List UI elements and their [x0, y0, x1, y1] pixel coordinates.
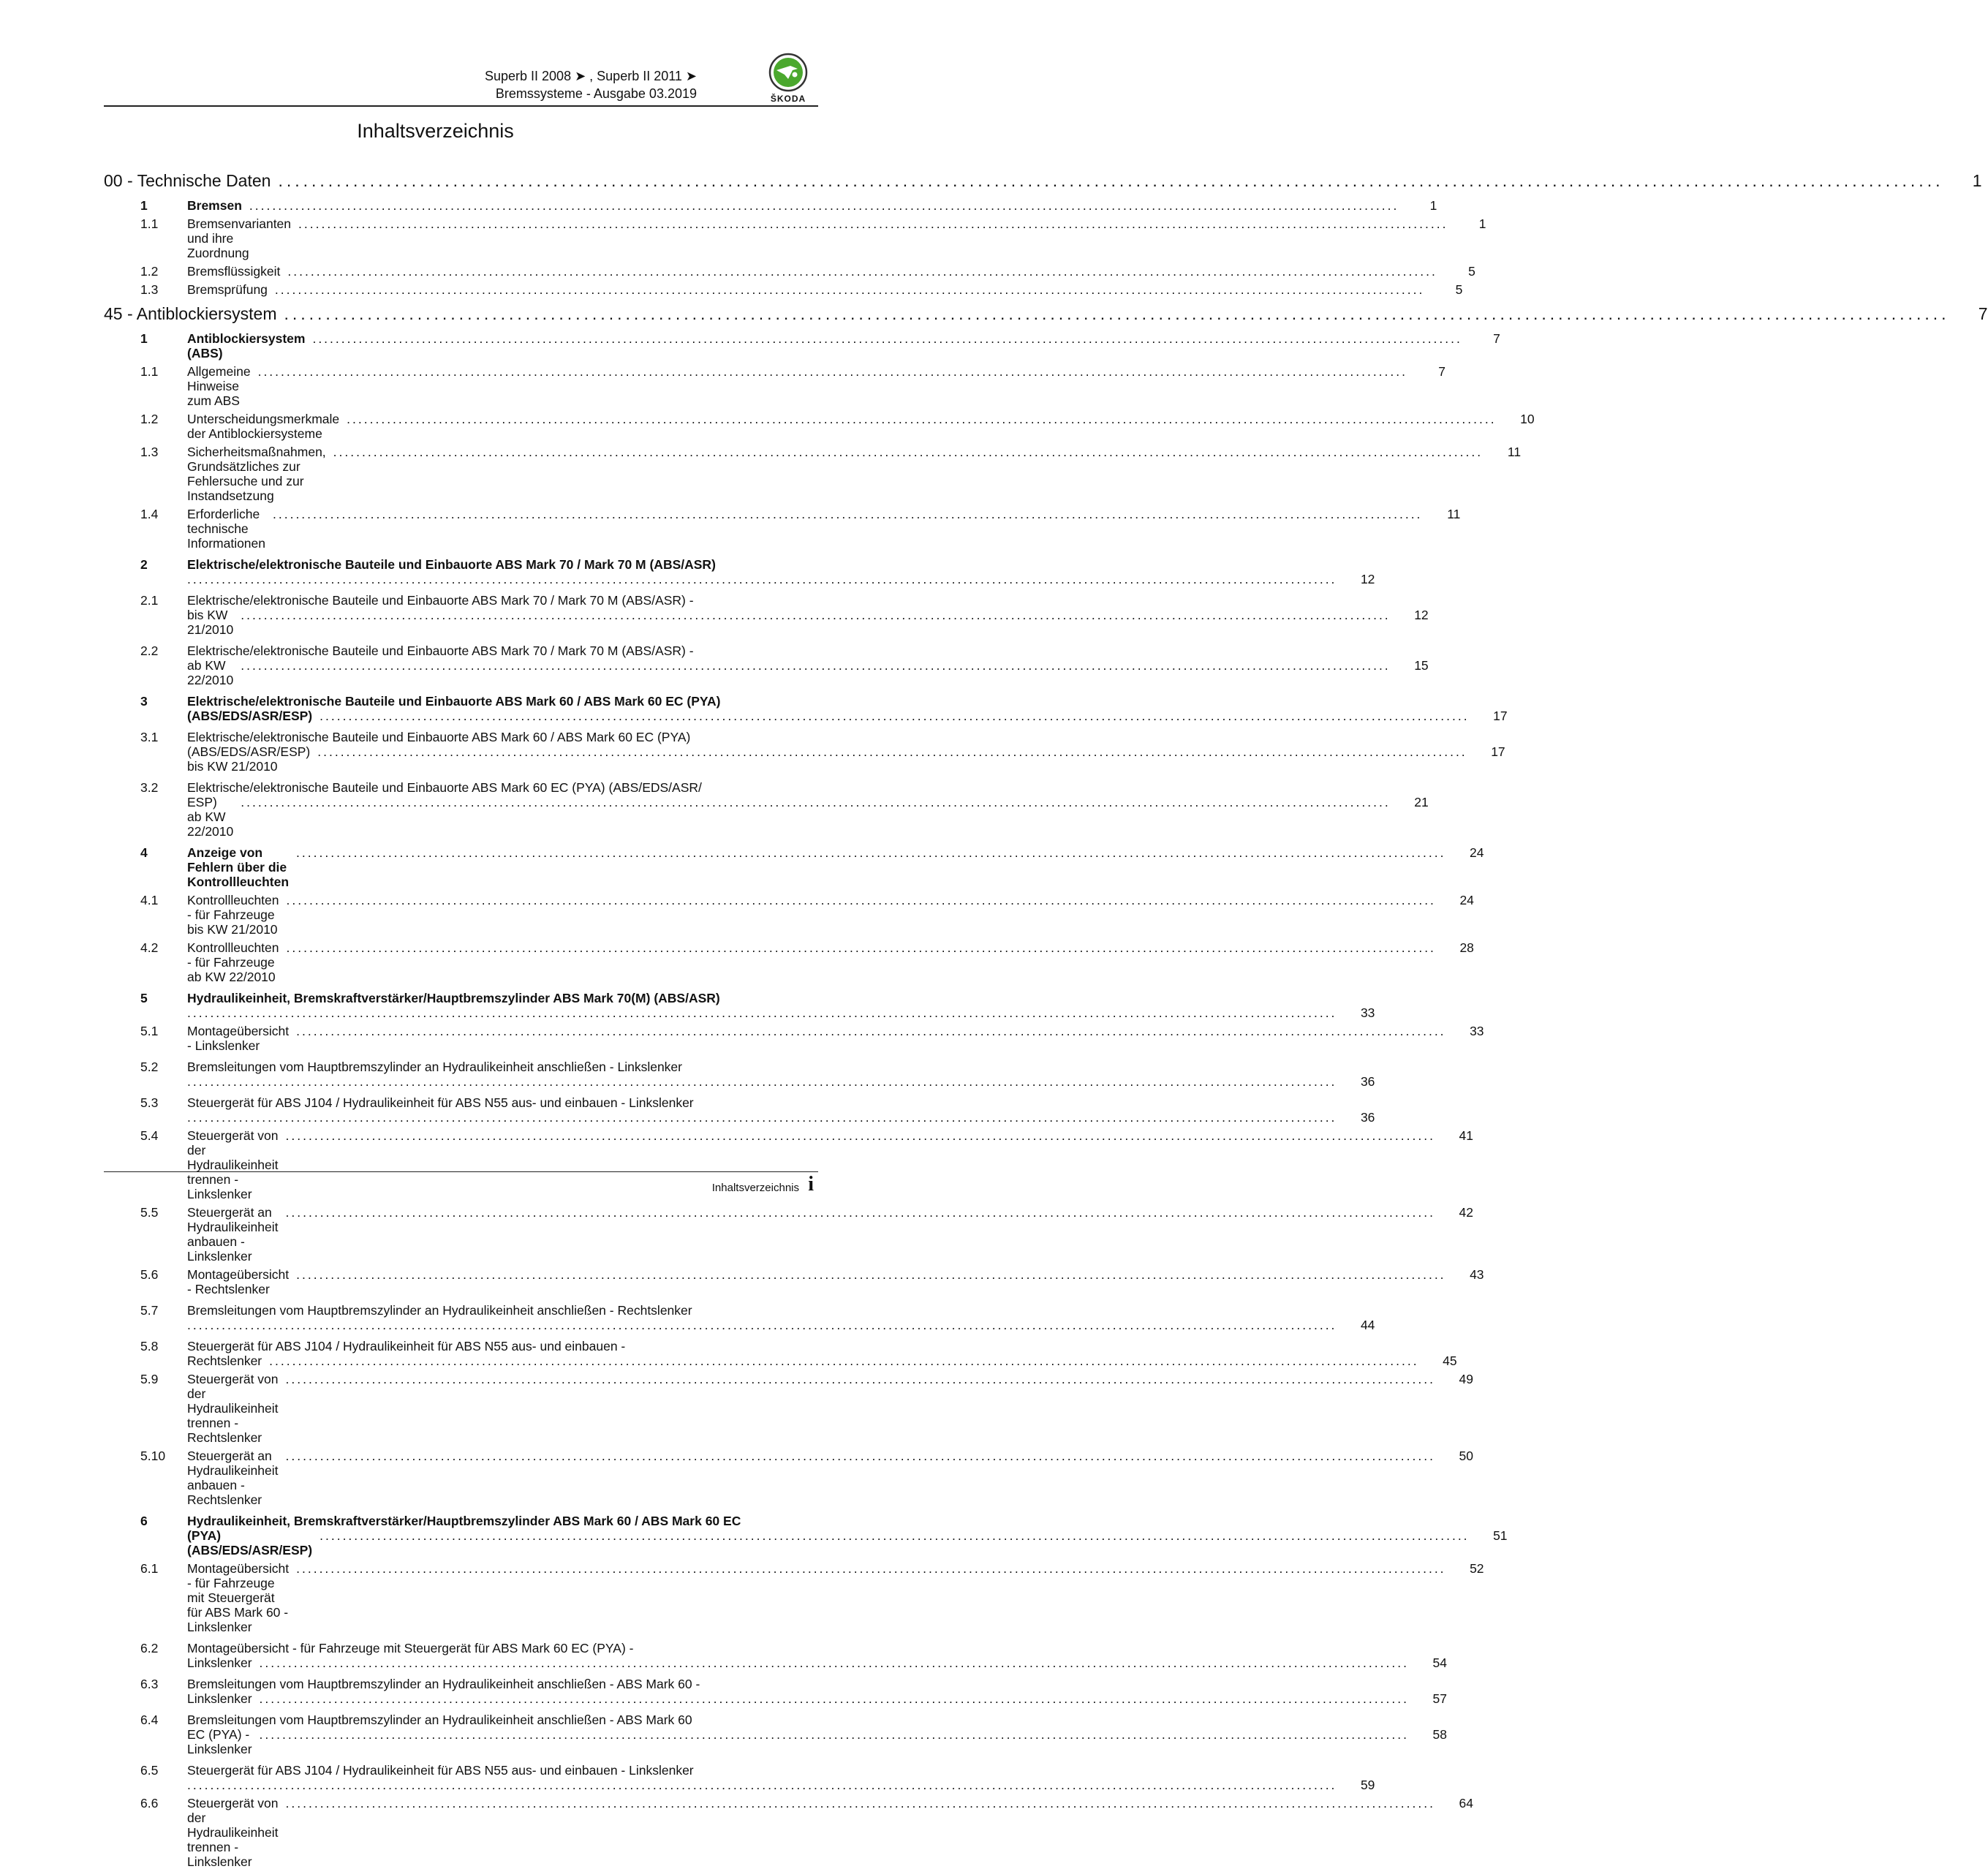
toc-entry[interactable] — [104, 1205, 1473, 1264]
toc-entry[interactable] — [104, 264, 1475, 279]
toc-entry-title-line: Elektrische/elektronische Bauteile und Einbauorte ABS Mark 70 / Mark 70 M (ABS/ASR) - — [187, 593, 694, 608]
toc-leader-dots: ........................................................................................................................................................................................................ — [187, 1110, 1337, 1125]
header-subtitle: Bremssysteme - Ausgabe 03.2019 — [495, 86, 697, 101]
toc-page-number: 7 — [1438, 364, 1445, 379]
toc-entry-title: ab KW 22/2010 — [187, 658, 234, 687]
toc-entry-number: 5 — [140, 991, 148, 1005]
toc-entry[interactable] — [104, 1514, 1508, 1558]
toc-entry-title: Montageübersicht - für Fahrzeuge mit Steuergerät für ABS Mark 60 - Linkslenker — [187, 1561, 290, 1634]
toc-entry-title-line: Elektrische/elektronische Bauteile und Einbauorte ABS Mark 60 EC (PYA) (ABS/EDS/ASR/ — [187, 780, 702, 795]
toc-entry-number: 5.9 — [140, 1372, 159, 1386]
toc-entry[interactable] — [104, 1641, 1447, 1670]
footer-page-number: i — [808, 1173, 814, 1196]
toc-entry-title-line: Elektrische/elektronische Bauteile und Einbauorte ABS Mark 70 / Mark 70 M (ABS/ASR) - — [187, 643, 694, 658]
toc-page-number: 64 — [1459, 1796, 1473, 1811]
toc-page-number: 57 — [1432, 1691, 1447, 1706]
toc-chapter-title: 45 - Antiblockiersystem — [104, 304, 277, 323]
toc-entry-number: 5.7 — [140, 1303, 159, 1318]
toc-leader-dots: ........................................................................................................................................................................................................ — [286, 940, 1436, 955]
toc-entry-title: Linkslenker — [187, 1655, 252, 1670]
toc-entry-title: (PYA) (ABS/EDS/ASR/ESP) — [187, 1528, 313, 1558]
toc-entry-number: 1.1 — [140, 364, 159, 379]
toc-entry-number: 6.6 — [140, 1796, 159, 1811]
toc-entry-number: 1.4 — [140, 507, 159, 521]
toc-entry-number: 1.2 — [140, 264, 159, 279]
toc-leader-dots: ........................................................................................................................................................................................................ — [333, 445, 1484, 459]
toc-entry[interactable] — [104, 1372, 1473, 1445]
toc-entry-number: 5.4 — [140, 1128, 159, 1143]
toc-leader-dots: ........................................................................................................................................................................................................ — [285, 1205, 1435, 1220]
toc-leader-dots: ........................................................................................................................................................................................................ — [312, 331, 1462, 346]
toc-leader-dots: ........................................................................................................................................................................................................ — [320, 1528, 1470, 1543]
toc-leader-dots: ........................................................................................................................................................................................................ — [347, 412, 1497, 426]
toc-entry-title-line: Elektrische/elektronische Bauteile und Einbauorte ABS Mark 60 / ABS Mark 60 EC (PYA) — [187, 694, 721, 709]
toc-page-number: 7 — [1978, 304, 1988, 323]
toc-entry-title: (ABS/EDS/ASR/ESP) bis KW 21/2010 — [187, 744, 311, 774]
toc-page-number: 24 — [1459, 893, 1474, 907]
toc-entry[interactable] — [104, 507, 1461, 551]
toc-entry-number: 4 — [140, 845, 148, 860]
toc-leader-dots: ........................................................................................................................................................................................................ — [285, 1449, 1435, 1463]
toc-entry-number: 2.1 — [140, 593, 159, 608]
toc-page-number: 11 — [1507, 445, 1522, 459]
toc-entry-number: 3.2 — [140, 780, 159, 795]
toc-entry-title: Steuergerät an Hydraulikeinheit anbauen - Linkslenker — [187, 1205, 279, 1264]
toc-page-number: 17 — [1491, 744, 1505, 759]
toc-entry[interactable] — [104, 1713, 1447, 1756]
toc-entry-number: 1.3 — [140, 282, 159, 297]
toc-leader-dots: ........................................................................................................................................................................................................ — [241, 608, 1391, 622]
toc-entry[interactable] — [104, 780, 1429, 839]
toc-entry[interactable] — [104, 1677, 1447, 1706]
toc-entry[interactable] — [104, 1763, 1375, 1792]
toc-chapter-title: 00 - Technische Daten — [104, 171, 271, 190]
toc-entry[interactable] — [104, 1024, 1484, 1053]
toc-entry-title-line: Bremsleitungen vom Hauptbremszylinder an Hydraulikeinheit anschließen - Rechtslenker — [187, 1303, 692, 1318]
toc-entry-title: Sicherheitsmaßnahmen, Grundsätzliches zur Fehlersuche und zur Instandsetzung — [187, 445, 326, 503]
toc-entry-number: 6.5 — [140, 1763, 159, 1778]
brand-name: ŠKODA — [770, 94, 806, 104]
toc-leader-dots: ........................................................................................................................................................................................................ — [187, 572, 1337, 586]
toc-entry-number: 5.5 — [140, 1205, 159, 1220]
toc-leader-dots: ........................................................................................................................................................................................................ — [273, 507, 1423, 521]
toc-page-number: 52 — [1470, 1561, 1484, 1576]
toc-entry-title: Bremsprüfung — [187, 282, 268, 297]
toc-entry-title: Steuergerät von der Hydraulikeinheit trennen - Rechtslenker — [187, 1372, 279, 1445]
toc-entry-title-line: Hydraulikeinheit, Bremskraftverstärker/Hauptbremszylinder ABS Mark 60 / ABS Mark 60 EC — [187, 1514, 741, 1528]
toc-page-number: 50 — [1459, 1449, 1473, 1463]
toc-entry-title: Bremsen — [187, 198, 242, 213]
toc-entry[interactable] — [104, 643, 1429, 687]
toc-entry-number: 2.2 — [140, 643, 159, 658]
toc-page-number: 33 — [1470, 1024, 1484, 1038]
toc-page-number: 12 — [1414, 608, 1429, 622]
toc-entry-number: 6.2 — [140, 1641, 159, 1655]
toc-entry-title: Steuergerät von der Hydraulikeinheit trennen - Linkslenker — [187, 1128, 279, 1201]
toc-leader-dots: ........................................................................................................................................................................................................ — [187, 1005, 1337, 1020]
toc-page-number: 5 — [1455, 282, 1463, 297]
toc-page-number: 42 — [1459, 1205, 1473, 1220]
toc-entry-title-line: Steuergerät für ABS J104 / Hydraulikeinheit für ABS N55 aus- und einbauen - Linkslenker — [187, 1095, 694, 1110]
toc-entry[interactable] — [104, 557, 1375, 586]
toc-entry[interactable] — [104, 1796, 1473, 1869]
toc-entry-number: 3 — [140, 694, 148, 709]
toc-entry-number: 5.1 — [140, 1024, 159, 1038]
toc-entry[interactable] — [104, 1339, 1457, 1368]
toc-leader-dots: ........................................................................................................................................................................................................ — [317, 744, 1467, 759]
toc-page-number: 45 — [1443, 1353, 1457, 1368]
toc-leader-dots: ........................................................................................................................................................................................................ — [241, 795, 1391, 809]
toc-entry-number: 6 — [140, 1514, 148, 1528]
toc-entry-number: 6.1 — [140, 1561, 159, 1576]
toc-leader-dots: ........................................................................................................................................................................................................ — [296, 1024, 1446, 1038]
toc-leader-dots: ........................................................................................................................................................................................................ — [259, 1727, 1409, 1742]
toc-page-number: 10 — [1520, 412, 1535, 426]
toc-entry-number: 5.3 — [140, 1095, 159, 1110]
toc-entry[interactable] — [104, 412, 1535, 441]
toc-entry[interactable] — [104, 331, 1500, 360]
toc-page-number: 24 — [1469, 845, 1484, 860]
toc-page-number: 58 — [1432, 1727, 1447, 1742]
toc-entry[interactable] — [104, 1095, 1375, 1125]
toc-leader-dots: ........................................................................................................................................................................................................ — [286, 893, 1436, 907]
toc-entry-title-line: Bremsleitungen vom Hauptbremszylinder an Hydraulikeinheit anschließen - ABS Mark 60 — [187, 1713, 692, 1727]
toc-leader-dots: ........................................................................................................................................................................................................ — [296, 1267, 1446, 1282]
header-divider — [104, 105, 818, 107]
toc-page-number: 17 — [1493, 709, 1508, 723]
toc-leader-dots: ........................................................................................................................................................................................................ — [296, 1561, 1446, 1576]
toc-page-number: 44 — [1360, 1318, 1375, 1332]
toc-page-number: 21 — [1414, 795, 1429, 809]
toc-page-number: 1 — [1429, 198, 1437, 213]
toc-entry-title: Bremsenvarianten und ihre Zuordnung — [187, 216, 292, 260]
toc-page-number: 1 — [1972, 171, 1982, 190]
toc-entry-number: 5.10 — [140, 1449, 166, 1463]
toc-entry[interactable] — [104, 893, 1474, 937]
toc-entry-title: Steuergerät von der Hydraulikeinheit trennen - Linkslenker — [187, 1796, 279, 1869]
toc-entry-title: bis KW 21/2010 — [187, 608, 234, 637]
toc-page-number: 49 — [1459, 1372, 1473, 1386]
toc-entry-title: Steuergerät an Hydraulikeinheit anbauen - Rechtslenker — [187, 1449, 279, 1507]
toc-entry-number: 4.2 — [140, 940, 159, 955]
toc-entry[interactable] — [104, 1060, 1375, 1089]
toc-entry-title: Bremsflüssigkeit — [187, 264, 281, 279]
toc-entry-number: 4.1 — [140, 893, 159, 907]
toc-leader-dots: ........................................................................................................................................................................................................ — [259, 1655, 1409, 1670]
toc-chapter[interactable] — [104, 303, 1988, 325]
toc-entry[interactable] — [104, 991, 1375, 1020]
toc-entry-title: EC (PYA) - Linkslenker — [187, 1727, 252, 1756]
toc-leader-dots: ........................................................................................................................................................................................................ — [269, 1353, 1419, 1368]
toc-entry-title-line: Bremsleitungen vom Hauptbremszylinder an Hydraulikeinheit anschließen - ABS Mark 60 - — [187, 1677, 700, 1691]
toc-entry-title: Montageübersicht - Rechtslenker — [187, 1267, 290, 1296]
toc-page-number: 54 — [1432, 1655, 1447, 1670]
toc-entry-number: 1 — [140, 198, 148, 213]
toc-entry-title: Rechtslenker — [187, 1353, 262, 1368]
toc-entry-title: Linkslenker — [187, 1691, 252, 1706]
toc-entry-title-line: Elektrische/elektronische Bauteile und Einbauorte ABS Mark 70 / Mark 70 M (ABS/ASR) — [187, 557, 716, 572]
toc-leader-dots: ........................................................................................................................................................................................................ — [285, 1796, 1435, 1811]
toc-entry-number: 3.1 — [140, 730, 159, 744]
toc-page-number: 12 — [1360, 572, 1375, 586]
toc-page-number: 33 — [1360, 1005, 1375, 1020]
toc-entry-title: Kontrollleuchten - für Fahrzeuge bis KW 21/2010 — [187, 893, 279, 937]
toc-page-number: 5 — [1468, 264, 1475, 279]
toc-entry-title-line: Montageübersicht - für Fahrzeuge mit Steuergerät für ABS Mark 60 EC (PYA) - — [187, 1641, 634, 1655]
toc-leader-dots: ........................................................................................................................................................................................................ — [298, 216, 1448, 231]
toc-entry-number: 2 — [140, 557, 148, 572]
toc-entry-number: 1.3 — [140, 445, 159, 459]
toc-entry[interactable] — [104, 216, 1486, 260]
toc-leader-dots: ........................................................................................................................................................................................................ — [249, 198, 1399, 213]
toc-page-number: 59 — [1360, 1778, 1375, 1792]
toc-entry-title: Allgemeine Hinweise zum ABS — [187, 364, 251, 408]
toc-leader-dots: ........................................................................................................................................................................................................ — [187, 1778, 1337, 1792]
toc-page-number: 36 — [1360, 1110, 1375, 1125]
toc-entry-number: 6.3 — [140, 1677, 159, 1691]
toc-entry[interactable] — [104, 940, 1474, 984]
toc-leader-dots: ........................................................................................................................................................................................................ — [257, 364, 1407, 379]
toc-page-number: 41 — [1459, 1128, 1473, 1143]
toc-entry-number: 5.8 — [140, 1339, 159, 1353]
toc-entry[interactable] — [104, 694, 1508, 723]
toc-entry-number: 1.1 — [140, 216, 159, 231]
toc-page-number: 1 — [1478, 216, 1486, 231]
toc-leader-dots: ........................................................................................................................................................................................................ — [241, 658, 1391, 673]
toc-entry[interactable] — [104, 730, 1505, 774]
toc-entry-title: Unterscheidungsmerkmale der Antiblockiersysteme — [187, 412, 340, 441]
toc-leader-dots: ........................................................................................................................................................................................................ — [320, 709, 1470, 723]
toc-entry-title: (ABS/EDS/ASR/ESP) — [187, 709, 313, 723]
toc-entry-title-line: Steuergerät für ABS J104 / Hydraulikeinheit für ABS N55 aus- und einbauen - — [187, 1339, 626, 1353]
skoda-logo — [762, 53, 815, 104]
page-title: Inhaltsverzeichnis — [357, 120, 514, 142]
header-models: Superb II 2008 ➤ , Superb II 2011 ➤ — [484, 69, 697, 83]
toc-entry[interactable] — [104, 364, 1445, 408]
toc-leader-dots: ........................................................................................................................................................................................................ — [285, 1128, 1435, 1143]
toc-entry-title-line: Bremsleitungen vom Hauptbremszylinder an Hydraulikeinheit anschließen - Linkslenker — [187, 1060, 682, 1074]
toc-leader-dots: ........................................................................................................................................................................................................ — [274, 282, 1425, 297]
document-header — [485, 67, 697, 102]
toc-entry-title-line: Hydraulikeinheit, Bremskraftverstärker/Hauptbremszylinder ABS Mark 70(M) (ABS/ASR) — [187, 991, 720, 1005]
toc-entry[interactable] — [104, 1303, 1375, 1332]
toc-page-number: 28 — [1459, 940, 1474, 955]
toc-leader-dots: ........................................................................................................................................................................................................ — [287, 264, 1437, 279]
toc-entry[interactable] — [104, 1267, 1484, 1296]
toc-entry-number: 1 — [140, 331, 148, 346]
footer-divider — [104, 1171, 818, 1172]
toc-entry-title: Kontrollleuchten - für Fahrzeuge ab KW 22/2010 — [187, 940, 279, 984]
toc-entry[interactable] — [104, 445, 1522, 503]
toc-entry[interactable] — [104, 282, 1463, 297]
toc-page-number: 51 — [1493, 1528, 1508, 1543]
toc-page-number: 36 — [1360, 1074, 1375, 1089]
toc-entry-title: Montageübersicht - Linkslenker — [187, 1024, 290, 1053]
toc-entry[interactable] — [104, 198, 1437, 213]
toc-page-number: 15 — [1414, 658, 1429, 673]
toc-page-number: 7 — [1493, 331, 1500, 346]
toc-entry-title: Anzeige von Fehlern über die Kontrollleuchten — [187, 845, 290, 889]
toc-entry-number: 1.2 — [140, 412, 159, 426]
toc-entry-title: Erforderliche technische Informationen — [187, 507, 266, 551]
toc-page-number: 43 — [1470, 1267, 1484, 1282]
toc-leader-dots: ........................................................................................................................................................................................................ — [187, 1074, 1337, 1089]
footer-label: Inhaltsverzeichnis — [711, 1182, 799, 1194]
toc-entry-title-line: Steuergerät für ABS J104 / Hydraulikeinheit für ABS N55 aus- und einbauen - Linkslenker — [187, 1763, 694, 1778]
toc-entry[interactable] — [104, 1561, 1484, 1634]
toc-leader-dots: ........................................................................................................................................................................................................ — [285, 1372, 1435, 1386]
toc-chapter[interactable] — [104, 170, 1982, 192]
toc-entry-title: ESP) ab KW 22/2010 — [187, 795, 234, 839]
toc-entry-title: Antiblockiersystem (ABS) — [187, 331, 306, 360]
toc-leader-dots: ........................................................................................................................................................................................................ — [259, 1691, 1409, 1706]
toc-leader-dots: ........................................................................................................................................................................................................ — [278, 171, 1944, 190]
toc-leader-dots: ........................................................................................................................................................................................................ — [187, 1318, 1337, 1332]
toc-entry-number: 5.2 — [140, 1060, 159, 1074]
toc-entry-title-line: Elektrische/elektronische Bauteile und Einbauorte ABS Mark 60 / ABS Mark 60 EC (PYA) — [187, 730, 691, 744]
skoda-arrow-icon — [768, 53, 808, 92]
toc-entry[interactable] — [104, 1449, 1473, 1507]
toc-leader-dots: ........................................................................................................................................................................................................ — [296, 845, 1446, 860]
toc-entry[interactable] — [104, 845, 1484, 889]
toc-entry-number: 5.6 — [140, 1267, 159, 1282]
toc-page-number: 11 — [1447, 507, 1461, 521]
toc-entry[interactable] — [104, 1128, 1473, 1201]
table-of-contents — [104, 170, 1988, 1869]
toc-entry[interactable] — [104, 593, 1429, 637]
toc-leader-dots: ........................................................................................................................................................................................................ — [284, 304, 1950, 323]
toc-entry-number: 6.4 — [140, 1713, 159, 1727]
